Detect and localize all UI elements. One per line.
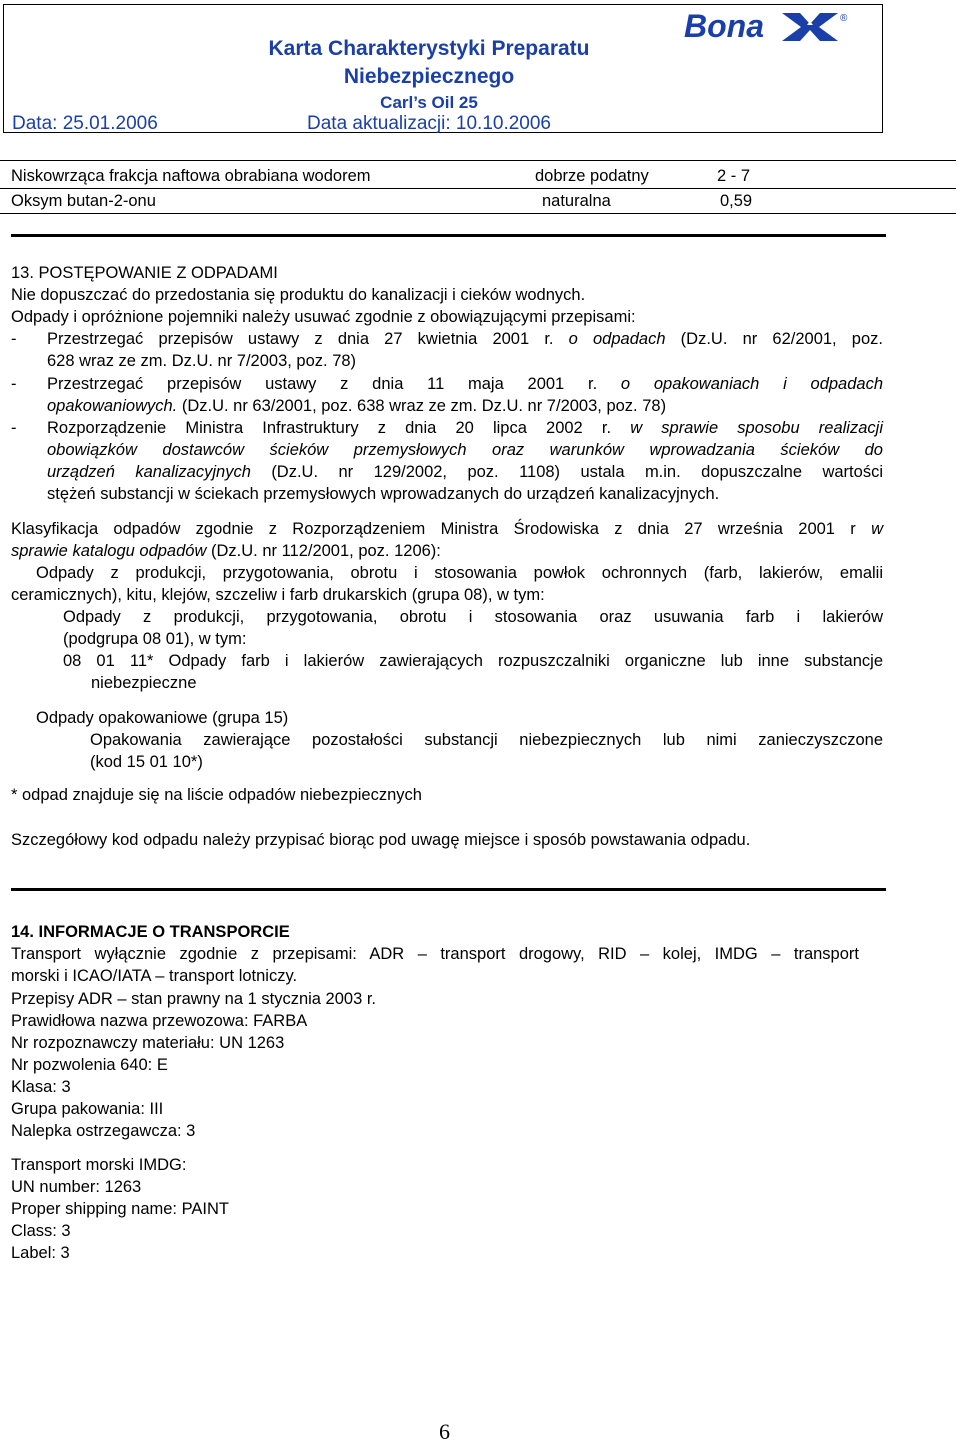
section13-heading: 13. POSTĘPOWANIE Z ODPADAMI: [11, 264, 278, 282]
transport-line: morski i ICAO/IATA – transport lotniczy.: [11, 967, 298, 985]
waste-code-instruction: Szczegółowy kod odpadu należy przypisać biorąc pod uwagę miejsce i sposób powstawania odpadu.: [11, 831, 751, 849]
logo-x-mark: [782, 13, 838, 41]
row-solubility: dobrze podatny: [535, 167, 649, 185]
text-run: (Dz.U. nr 112/2001, poz. 1206):: [210, 542, 441, 560]
waste-category-cont: ceramicznych), kitu, klejów, szczeliw i farb drukarskich (grupa 08), w tym:: [11, 586, 545, 604]
classification-paragraph: [11, 518, 883, 540]
table-bottom-rule: [0, 213, 956, 214]
act-title: urządzeń kanalizacyjnych: [47, 463, 251, 481]
header-title: Karta Charakterystyki Preparatu: [268, 37, 590, 60]
issue-date: Data: 25.01.2006: [12, 113, 158, 134]
hazardous-note: * odpad znajduje się na liście odpadów niebezpiecznych: [11, 786, 422, 804]
act-title: w sprawie sposobu realizacji: [630, 419, 883, 437]
bullet-item: [47, 417, 883, 439]
table-top-rule: [0, 160, 956, 161]
waste-code-cont: niebezpieczne: [91, 674, 197, 692]
transport-line: Nr rozpoznawczy materiału: UN 1263: [11, 1034, 285, 1052]
row-value: 2 - 7: [717, 167, 751, 185]
text-run: Przestrzegać przepisów ustawy z dnia 11 maja 2001 r.: [47, 375, 598, 393]
transport-line: Przepisy ADR – stan prawny na 1 stycznia 2003 r.: [11, 990, 377, 1008]
row-solubility: naturalna: [542, 192, 611, 210]
text-run: Rozporządzenie Ministra Infrastruktury z dnia 20 lipca 2002 r.: [47, 419, 612, 437]
imdg-line: Label: 3: [11, 1244, 70, 1262]
imdg-line: UN number: 1263: [11, 1178, 142, 1196]
bullet-item-cont: obowiązków dostawców ścieków przemysłowych oraz warunków wprowadzania ścieków do: [47, 441, 883, 459]
row-value: 0,59: [720, 192, 753, 210]
transport-line: Nalepka ostrzegawcza: 3: [11, 1122, 196, 1140]
update-date: Data aktualizacji: 10.10.2006: [307, 113, 551, 134]
bullet-dash: -: [11, 330, 17, 348]
bullet-dash: -: [11, 419, 17, 437]
logo-registered-mark: ®: [840, 13, 848, 24]
bona-logo: [682, 7, 882, 47]
transport-line: Transport wyłącznie zgodnie z przepisami: ADR – transport drogowy, RID – kolej, IMDG – transport: [11, 945, 859, 963]
bullet-item-cont: stężeń substancji w ściekach przemysłowych wprowadzanych do urządzeń kanalizacyjnych.: [47, 485, 720, 503]
bullet-item: [47, 328, 883, 350]
section13-line: Odpady i opróżnione pojemniki należy usuwać zgodnie z obowiązującymi przepisami:: [11, 308, 636, 326]
text-run: Klasyfikacja odpadów zgodnie z Rozporządzeniem Ministra Środowiska z dnia 27 września 2001 r: [11, 520, 856, 538]
bullet-item: [47, 373, 883, 395]
text-run: (Dz.U. nr 129/2002, poz. 1108) ustala m.in. dopuszczalne wartości: [271, 463, 883, 481]
bullet-item-cont: [47, 395, 666, 417]
logo-text: Bona: [684, 8, 764, 44]
imdg-line: Proper shipping name: PAINT: [11, 1200, 229, 1218]
text-run: (Dz.U. nr 63/2001, poz. 638 wraz ze zm. Dz.U. nr 7/2003, poz. 78): [181, 397, 667, 415]
act-title: opakowaniowych.: [47, 397, 178, 415]
row-name: Niskowrząca frakcja naftowa obrabiana wodorem: [11, 167, 371, 185]
header-title-line2: Niebezpiecznego: [343, 65, 515, 88]
transport-line: Grupa pakowania: III: [11, 1100, 164, 1118]
imdg-line: Transport morski IMDG:: [11, 1156, 187, 1174]
packaging-waste-group: Odpady opakowaniowe (grupa 15): [36, 709, 289, 727]
packaging-waste-code: (kod 15 01 10*): [90, 753, 203, 771]
document-header: [3, 4, 883, 133]
packaging-waste-item: Opakowania zawierające pozostałości substancji niebezpiecznych lub nimi zanieczyszczone: [90, 731, 883, 749]
waste-category: Odpady z produkcji, przygotowania, obrotu i stosowania powłok ochronnych (farb, lakierów, emalii: [36, 564, 883, 582]
classification-paragraph-cont: [11, 540, 441, 562]
act-title: sprawie katalogu odpadów: [11, 542, 207, 560]
transport-line: Prawidłowa nazwa przewozowa: FARBA: [11, 1012, 308, 1030]
page-number: 6: [439, 1419, 450, 1444]
waste-code: 08 01 11* Odpady farb i lakierów zawierających rozpuszczalniki organiczne lub inne substancje: [63, 652, 883, 670]
section-divider: [11, 888, 886, 891]
waste-subcategory-cont: (podgrupa 08 01), w tym:: [63, 630, 247, 648]
bullet-item-cont: 628 wraz ze zm. Dz.U. nr 7/2003, poz. 78): [47, 352, 357, 370]
table-row-rule: [0, 188, 956, 189]
waste-subcategory: Odpady z produkcji, przygotowania, obrotu i stosowania oraz usuwania farb i lakierów: [63, 608, 883, 626]
transport-line: Nr pozwolenia 640: E: [11, 1056, 168, 1074]
product-name: Carl’s Oil 25: [380, 93, 478, 112]
act-title: o odpadach: [568, 330, 666, 348]
text-run: (Dz.U. nr 62/2001, poz.: [680, 330, 883, 348]
act-title: w: [871, 520, 883, 538]
row-name: Oksym butan-2-onu: [11, 192, 156, 210]
bullet-item-cont: [47, 461, 883, 483]
bullet-dash: -: [11, 375, 17, 393]
imdg-line: Class: 3: [11, 1222, 71, 1240]
transport-line: Klasa: 3: [11, 1078, 71, 1096]
text-run: Przestrzegać przepisów ustawy z dnia 27 kwietnia 2001 r.: [47, 330, 554, 348]
act-title: o opakowaniach i odpadach: [620, 375, 883, 393]
section13-line: Nie dopuszczać do przedostania się produktu do kanalizacji i cieków wodnych.: [11, 286, 586, 304]
section-divider: [11, 234, 886, 237]
section14-heading: 14. INFORMACJE O TRANSPORCIE: [11, 923, 290, 941]
